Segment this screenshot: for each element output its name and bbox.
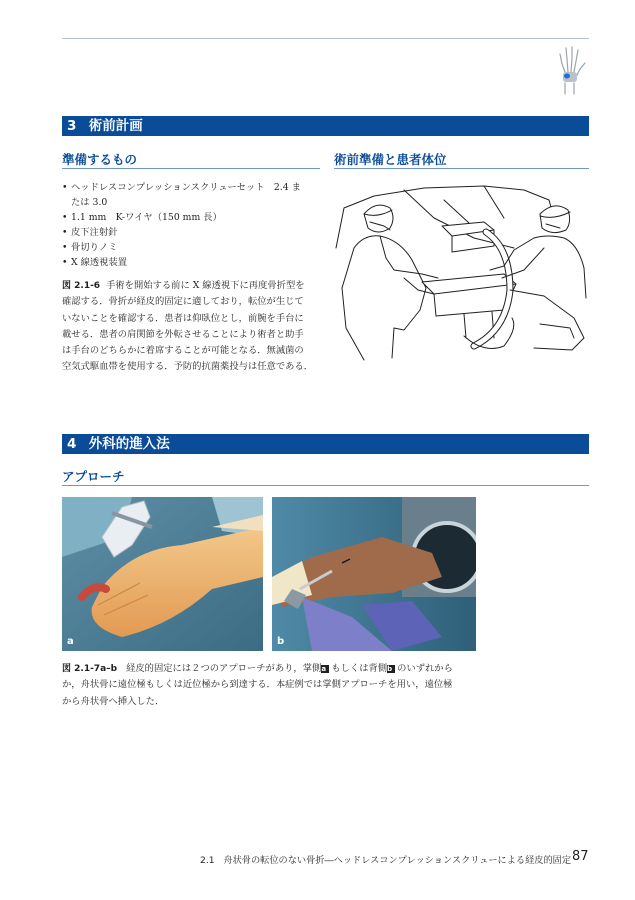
running-footer <box>200 852 571 866</box>
photo-volar-approach <box>62 497 263 651</box>
hand-skeleton-icon <box>552 45 588 95</box>
equipment-item: • 皮下注射針 <box>62 225 322 240</box>
page-number: 87 <box>572 849 589 864</box>
caption-line: 空気式駆血帯を使用する．予防的抗菌薬投与は任意である． <box>62 361 314 373</box>
figure-label: 図 2.1-7a–b <box>62 664 118 674</box>
prep-heading-rule <box>62 168 320 169</box>
position-heading-rule <box>334 168 589 169</box>
equipment-item: • ヘッドレスコンプレッションスクリューセット 2.4 ま <box>62 180 322 195</box>
approach-heading: アプローチ <box>62 469 125 484</box>
approach-heading-rule <box>62 485 589 486</box>
equipment-item: • X 線透視装置 <box>62 255 322 270</box>
equipment-item: • 1.1 mm K-ワイヤ（150 mm 長） <box>62 210 322 225</box>
figure-2-1-7-caption <box>62 661 589 710</box>
panel-mark-b: b <box>387 665 395 673</box>
caption-line: から舟状骨へ挿入した． <box>62 695 165 707</box>
caption-line: か，舟状骨に遠位極もしくは近位極から到達する．本症例では掌側アプローチを用い，遠位極 <box>62 679 453 691</box>
caption-line: いないことを確認する．患者は仰臥位とし，前腕を手台に <box>62 312 304 324</box>
figure-2-1-6-caption <box>62 278 322 376</box>
panel-mark-a: a <box>321 665 329 673</box>
position-heading: 術前準備と患者体位 <box>334 152 447 167</box>
footer-chapter-title: 舟状骨の転位のない骨折―ヘッドレスコンプレッションスクリューによる経皮的固定 <box>223 855 572 866</box>
caption-line: は手台のどちらかに着席することが可能となる．無滅菌の <box>62 345 304 357</box>
caption-text: もしくは背側 <box>331 663 388 674</box>
caption-line: 手術を開始する前に X 線透視下に再度骨折型を <box>106 280 305 291</box>
equipment-list <box>62 180 322 270</box>
photo-b-letter: b <box>277 636 285 647</box>
section-4-header <box>62 434 589 454</box>
caption-text: 経皮的固定には２つのアプローチがあり，掌側 <box>126 663 322 674</box>
caption-line: 載せる．患者の肩関節を外転させることにより術者と助手 <box>62 328 304 340</box>
photo-a-letter: a <box>67 636 74 647</box>
section-4-title: 外科的進入法 <box>88 436 170 452</box>
prep-heading: 準備するもの <box>62 152 138 167</box>
section-3-number: 3 <box>67 118 77 134</box>
caption-text: のいずれから <box>397 663 453 674</box>
footer-section-number: 2.1 <box>200 855 215 866</box>
equipment-item: • 骨切りノミ <box>62 240 322 255</box>
section-4-number: 4 <box>67 436 77 452</box>
section-3-title: 術前計画 <box>88 118 143 134</box>
figure-label: 図 2.1-6 <box>62 281 101 291</box>
patient-positioning-illustration <box>334 178 589 368</box>
photo-dorsal-approach <box>272 497 476 651</box>
section-3-header <box>62 116 589 136</box>
top-rule <box>62 38 589 39</box>
caption-line: 確認する．骨折が経皮的固定に適しており，転位が生じて <box>62 296 304 308</box>
equipment-item-continued: たは 3.0 <box>71 197 108 208</box>
